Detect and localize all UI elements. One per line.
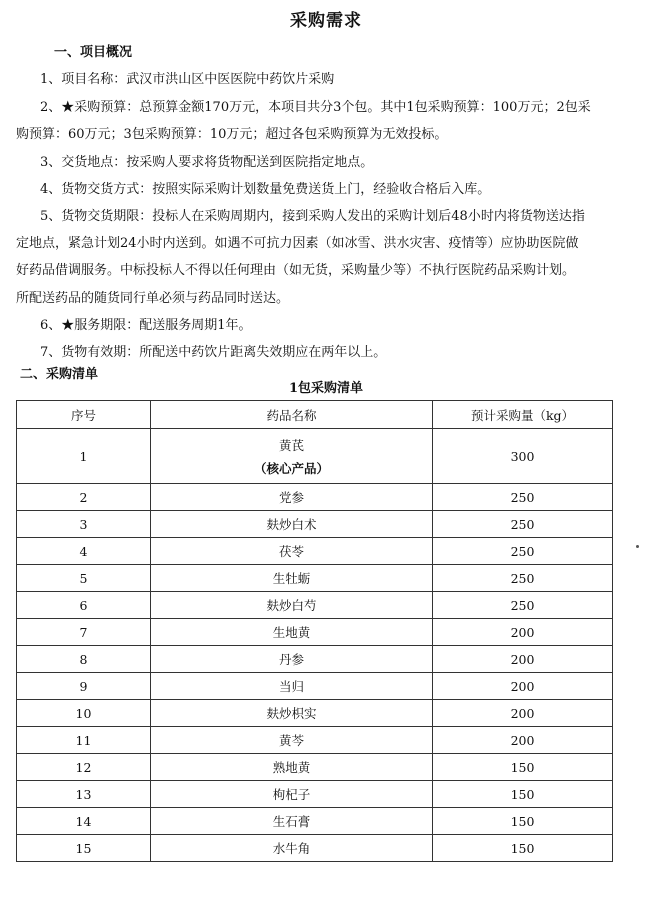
table-row (17, 808, 613, 835)
cell-serial: 6 (17, 592, 151, 619)
cell-serial: 7 (17, 619, 151, 646)
cell-quantity: 150 (433, 781, 613, 808)
cell-quantity: 200 (433, 646, 613, 673)
table-row (17, 673, 613, 700)
para-budget-line1: 2、★采购预算：总预算金额170万元，本项目共分3个包。其中1包采购预算：100万元；2包采 (40, 100, 591, 115)
para-budget-line2: 购预算：60万元；3包采购预算：10万元；超过各包采购预算为无效投标。 (16, 127, 448, 142)
drug-name-text: 麸炒白芍 (266, 598, 317, 613)
procurement-table (16, 400, 613, 862)
table-row (17, 727, 613, 754)
cell-serial: 11 (17, 727, 151, 754)
drug-name-text: 麸炒枳实 (266, 706, 317, 721)
cell-quantity: 250 (433, 511, 613, 538)
drug-name-text: 党参 (278, 490, 304, 505)
cell-quantity: 200 (433, 700, 613, 727)
table-row (17, 700, 613, 727)
cell-serial: 10 (17, 700, 151, 727)
page-title: 采购需求 (290, 11, 362, 31)
cell-serial: 9 (17, 673, 151, 700)
cell-drug-name (151, 727, 433, 754)
table-row (17, 754, 613, 781)
drug-name-text: 当归 (278, 679, 304, 694)
cell-quantity: 250 (433, 592, 613, 619)
table-row (17, 781, 613, 808)
table-caption: 1包采购清单 (288, 381, 364, 396)
section-heading-list: 二、采购清单 (20, 367, 99, 382)
drug-name-text: 黄芩 (278, 733, 304, 748)
cell-serial: 8 (17, 646, 151, 673)
para-validity: 7、货物有效期：所配送中药饮片距离失效期应在两年以上。 (40, 345, 387, 360)
drug-name-text: 枸杞子 (272, 787, 311, 802)
drug-name-text: 水牛角 (272, 841, 311, 856)
section-heading-overview: 一、项目概况 (54, 45, 133, 60)
table-row (17, 429, 613, 484)
para-delivery-deadline-line2: 定地点，紧急计划24小时内送到。如遇不可抗力因素（如冰雪、洪水灾害、疫情等）应协助医院做 (16, 236, 579, 251)
cell-serial: 3 (17, 511, 151, 538)
cell-drug-name (151, 429, 433, 484)
cell-quantity: 300 (433, 429, 613, 484)
cell-drug-name (151, 538, 433, 565)
para-service-period: 6、★服务期限：配送服务周期1年。 (40, 318, 252, 333)
header-drug-name: 药品名称 (151, 401, 433, 429)
para-project-name: 1、项目名称：武汉市洪山区中医医院中药饮片采购 (40, 72, 335, 87)
cell-serial: 13 (17, 781, 151, 808)
cell-serial: 1 (17, 429, 151, 484)
cell-drug-name (151, 700, 433, 727)
core-product-note: （核心产品） (253, 460, 329, 476)
drug-name-text: 黄芪 (278, 437, 304, 453)
para-delivery-deadline-line1: 5、货物交货期限：投标人在采购周期内，接到采购人发出的采购计划后48小时内将货物送达指 (40, 209, 585, 224)
cell-drug-name (151, 484, 433, 511)
header-serial: 序号 (17, 401, 151, 429)
cell-drug-name (151, 808, 433, 835)
cell-quantity: 200 (433, 673, 613, 700)
drug-name-text: 熟地黄 (272, 760, 311, 775)
cell-drug-name (151, 592, 433, 619)
table-row (17, 511, 613, 538)
drug-name-text: 生地黄 (272, 625, 311, 640)
cell-drug-name (151, 511, 433, 538)
cell-drug-name (151, 673, 433, 700)
para-delivery-location: 3、交货地点：按采购人要求将货物配送到医院指定地点。 (40, 155, 374, 170)
para-delivery-method: 4、货物交货方式：按照实际采购计划数量免费送货上门，经验收合格后入库。 (40, 182, 491, 197)
cell-quantity: 250 (433, 565, 613, 592)
scan-speck (636, 545, 639, 548)
cell-serial: 14 (17, 808, 151, 835)
cell-quantity: 150 (433, 808, 613, 835)
table-row (17, 538, 613, 565)
cell-quantity: 200 (433, 727, 613, 754)
cell-quantity: 150 (433, 835, 613, 862)
cell-serial: 12 (17, 754, 151, 781)
table-row (17, 592, 613, 619)
cell-serial: 2 (17, 484, 151, 511)
drug-name-text: 茯苓 (278, 544, 304, 559)
table-row (17, 619, 613, 646)
drug-name-text: 生牡蛎 (272, 571, 311, 586)
cell-drug-name (151, 619, 433, 646)
cell-quantity: 200 (433, 619, 613, 646)
cell-serial: 5 (17, 565, 151, 592)
cell-drug-name (151, 835, 433, 862)
cell-quantity: 250 (433, 538, 613, 565)
cell-quantity: 250 (433, 484, 613, 511)
drug-name-text: 生石膏 (272, 814, 311, 829)
table-header-row (17, 401, 613, 429)
table-row (17, 484, 613, 511)
cell-drug-name (151, 754, 433, 781)
table-row (17, 646, 613, 673)
table-row (17, 565, 613, 592)
cell-serial: 15 (17, 835, 151, 862)
cell-drug-name (151, 565, 433, 592)
para-delivery-deadline-line3: 好药品借调服务。中标投标人不得以任何理由（如无货，采购量少等）不执行医院药品采购计划。 (16, 263, 576, 278)
cell-serial: 4 (17, 538, 151, 565)
drug-name-text: 麸炒白术 (266, 517, 317, 532)
cell-drug-name (151, 781, 433, 808)
cell-quantity: 150 (433, 754, 613, 781)
table-row (17, 835, 613, 862)
header-quantity: 预计采购量（kg） (433, 401, 613, 429)
cell-drug-name (151, 646, 433, 673)
drug-name-text: 丹参 (278, 652, 304, 667)
para-delivery-deadline-line4: 所配送药品的随货同行单必须与药品同时送达。 (16, 291, 290, 306)
